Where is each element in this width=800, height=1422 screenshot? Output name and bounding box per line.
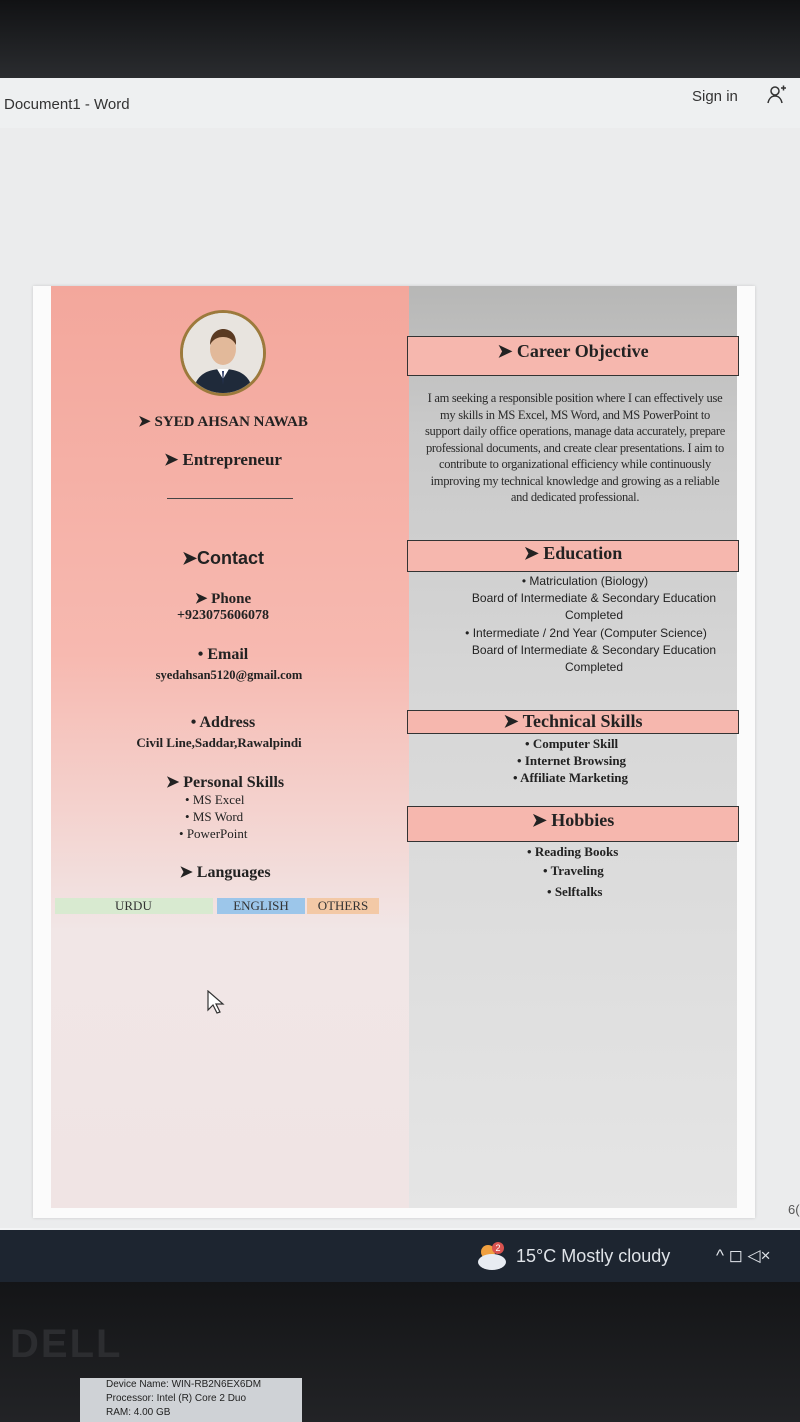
hobby-item: • Traveling: [543, 863, 604, 879]
education-title: • Intermediate / 2nd Year (Computer Science): [465, 626, 707, 640]
address-label: • Address: [191, 714, 255, 732]
education-heading: ➤ Education: [407, 540, 739, 572]
personal-skill-item: • MS Excel: [185, 792, 244, 808]
email-value: syedahsan5120@gmail.com: [155, 668, 303, 682]
sign-in-link[interactable]: Sign in: [692, 88, 738, 105]
share-icon[interactable]: [766, 84, 788, 106]
education-board: Board of Intermediate & Secondary Education: [471, 591, 717, 605]
technical-skill-item: • Computer Skill: [525, 736, 618, 752]
divider-line: [167, 498, 293, 499]
system-tray[interactable]: ^ ◻ ◁×: [716, 1246, 771, 1265]
education-title: • Matriculation (Biology): [522, 574, 648, 588]
career-objective-text: I am seeking a responsible position where I can effectively use my skills in MS Excel, MS Word, and MS PowerPoint to support daily office operations, manage data accurately, prepare professional documents, and create clear presentations. I aim to contribute to organizational efficiency while continuously improving my technical knowledge and growing as a reliable and dedicated professional.: [424, 391, 726, 504]
address-value: Civil Line,Saddar,Rawalpindi: [136, 735, 302, 750]
screen: [0, 78, 800, 1230]
person-avatar-icon: [183, 313, 263, 393]
word-title-bar: [0, 78, 800, 128]
weather-badge: 2: [495, 1243, 501, 1253]
mouse-pointer-icon: [207, 990, 225, 1014]
education-status: Completed: [564, 660, 624, 674]
monitor-bezel-top: [0, 0, 800, 78]
language-english: ENGLISH: [217, 898, 305, 914]
resume-page[interactable]: [33, 286, 755, 1218]
windows-taskbar: [0, 1230, 800, 1282]
contact-heading: ➤Contact: [181, 548, 265, 568]
education-board: Board of Intermediate & Secondary Education: [471, 643, 717, 657]
weather-text[interactable]: 15°C Mostly cloudy: [516, 1246, 671, 1266]
languages-heading: ➤ Languages: [179, 864, 271, 881]
technical-skills-heading: ➤ Technical Skills: [407, 710, 739, 734]
education-status: Completed: [564, 608, 624, 622]
sticker-line: RAM: 4.00 GB: [106, 1407, 171, 1418]
sticker-line: Device Name: WIN-RB2N6EX6DM: [106, 1379, 262, 1390]
document-title: Document1 - Word: [4, 96, 130, 113]
phone-label: ➤ Phone: [194, 591, 252, 607]
technical-skill-item: • Internet Browsing: [517, 753, 626, 769]
personal-skill-item: • PowerPoint: [179, 826, 247, 842]
cloudy-weather-icon[interactable]: [474, 1240, 508, 1274]
hobbies-heading: ➤ Hobbies: [407, 806, 739, 842]
hobby-item: • Selftalks: [547, 884, 602, 900]
profile-photo: [180, 310, 266, 396]
personal-skills-heading: ➤ Personal Skills: [165, 774, 285, 791]
candidate-name: ➤ SYED AHSAN NAWAB: [138, 414, 308, 430]
email-label: • Email: [198, 646, 249, 664]
language-others: OTHERS: [307, 898, 379, 914]
hobby-item: • Reading Books: [527, 844, 618, 860]
phone-value: +923075606078: [177, 608, 269, 623]
spec-sticker: [80, 1378, 302, 1422]
technical-skill-item: • Affiliate Marketing: [513, 770, 628, 786]
sticker-line: Processor: Intel (R) Core 2 Duo: [106, 1393, 247, 1404]
career-objective-heading: ➤ Career Objective: [407, 336, 739, 376]
language-urdu: URDU: [55, 898, 213, 914]
document-canvas: [0, 128, 800, 1228]
personal-skill-item: • MS Word: [185, 809, 243, 825]
candidate-role: ➤ Entrepreneur: [164, 450, 282, 469]
zoom-edge-text: 6(: [788, 1202, 800, 1217]
dell-logo: DELL: [10, 1322, 123, 1366]
